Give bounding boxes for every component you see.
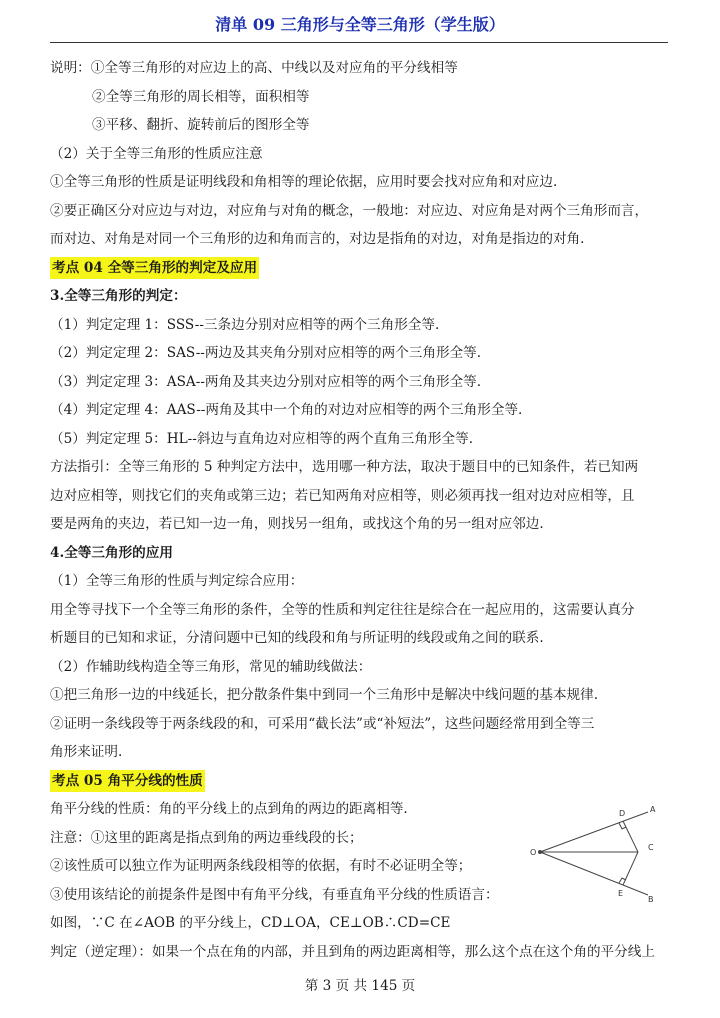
text-line: 角平分线的性质：角的平分线上的点到角的两边的距离相等. [50, 801, 408, 817]
text-line: 说明：①全等三角形的对应边上的高、中线以及对应角的平分线相等 [50, 60, 458, 76]
theorem-line: （5）判定定理 5：HL--斜边与直角边对应相等的两个直角三角形全等. [50, 430, 474, 447]
angle-bisector-figure [530, 800, 670, 905]
text-line: 注意：①这里的距离是指点到角的两边垂线段的长； [50, 829, 363, 846]
point-o [538, 850, 542, 854]
text-line: ③使用该结论的前提条件是图中有角平分线，有垂直角平分线的性质语言： [50, 886, 499, 903]
text-line: 要是两角的夹边，若已知一边一角，则找另一组角，或找这个角的另一组对应邻边. [50, 516, 544, 532]
text-line: 角形来证明. [50, 744, 123, 760]
page-footer: 第 3 页 共 145 页 [304, 978, 416, 994]
text-line: 边对应相等，则找它们的夹角或第三边；若已知两角对应相等，则必须再找一组对边对应相等，且 [50, 487, 635, 504]
label-a: A [650, 805, 656, 814]
label-e: E [618, 889, 624, 898]
text-line: ②全等三角形的周长相等，面积相等 [92, 88, 310, 105]
label-b: B [648, 895, 654, 904]
text-line: 而对边、对角是对同一个三角形的边和角而言的，对边是指角的对边，对角是指边的对角. [50, 231, 585, 247]
page-header: 清单 09 三角形与全等三角形（学生版） [215, 15, 505, 34]
text-line: （1）全等三角形的性质与判定综合应用： [50, 573, 304, 589]
section-heading-kaodian-04: 考点 04 全等三角形的判定及应用 [50, 257, 259, 279]
text-line: 判定（逆定理）：如果一个点在角的内部，并且到角的两边距离相等，那么这个点在这个角的平分线上 [50, 943, 655, 960]
label-o: O [530, 848, 537, 857]
text-line: 方法指引：全等三角形的 5 种判定方法中，选用哪一种方法，取决于题目中的已知条件，若已知两 [50, 459, 639, 475]
text-line: ②要正确区分对应边与对边，对应角与对角的概念，一般地：对应边、对应角是对两个三角形而言， [50, 202, 649, 219]
text-line: 如图，∵C 在∠AOB 的平分线上，CD⊥OA，CE⊥OB∴CD=CE [50, 915, 451, 931]
text-line: 用全等寻找下一个全等三角形的条件，全等的性质和判定往往是综合在一起应用的，这需要认真分 [50, 601, 635, 618]
theorem-line: （1）判定定理 1：SSS--三条边分别对应相等的两个三角形全等. [50, 316, 440, 333]
text-line: ①把三角形一边的中线延长，把分散条件集中到同一个三角形中是解决中线问题的基本规律. [50, 687, 599, 703]
theorem-line: （2）判定定理 2：SAS--两边及其夹角分别对应相等的两个三角形全等. [50, 345, 482, 361]
label-d: D [619, 809, 626, 818]
text-line: （2）作辅助线构造全等三角形，常见的辅助线做法： [50, 658, 372, 675]
ray-ob [540, 852, 648, 895]
text-line: ②该性质可以独立作为证明两条线段相等的依据，有时不必证明全等； [50, 858, 472, 874]
text-line: ③平移、翻折、旋转前后的图形全等 [92, 117, 310, 133]
section-heading-kaodian-05: 考点 05 角平分线的性质 [50, 770, 205, 792]
header-divider [50, 42, 668, 43]
theorem-line: （4）判定定理 4：AAS--两角及其中一个角的对边对应相等的两个三角形全等. [50, 402, 523, 418]
text-line: （2）关于全等三角形的性质应注意 [50, 145, 263, 162]
subsection-title: 3.全等三角形的判定： [50, 288, 187, 304]
text-line: ②证明一条线段等于两条线段的和，可采用“截长法”或“补短法”，这些问题经常用到全等三 [50, 715, 595, 732]
text-line: 析题目的已知和求证，分清问题中已知的线段和角与所证明的线段或角之间的联系. [50, 630, 544, 646]
segment-cd [623, 821, 638, 852]
label-c: C [648, 843, 654, 852]
ray-oa [540, 812, 648, 852]
theorem-line: （3）判定定理 3：ASA--两角及其夹边分别对应相等的两个三角形全等. [50, 373, 482, 390]
subsection-title: 4.全等三角形的应用 [50, 544, 173, 561]
text-line: ①全等三角形的性质是证明线段和角相等的理论依据，应用时要会找对应角和对应边. [50, 174, 558, 190]
